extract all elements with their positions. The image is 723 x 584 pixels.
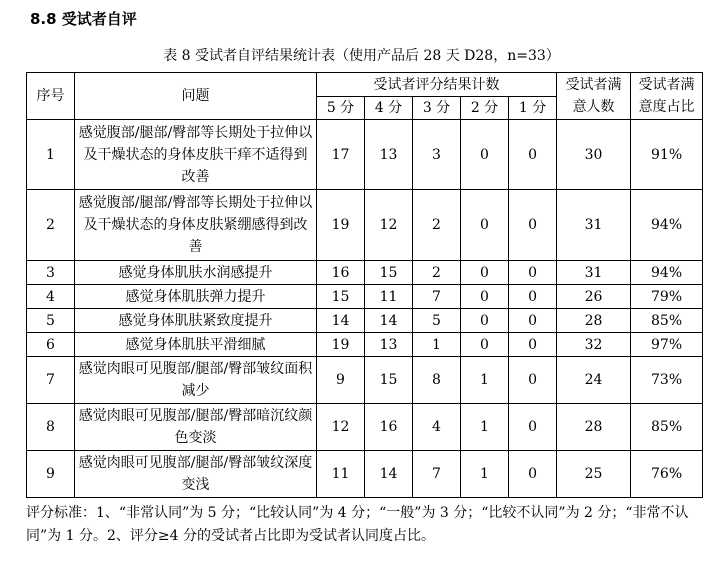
- table-row: [27, 404, 703, 451]
- header-satisfied-count: 受试者满意人数: [557, 73, 631, 120]
- count-2: 1: [461, 404, 509, 451]
- count-1: 0: [509, 190, 557, 261]
- row-question: 感觉身体肌肤水润感提升: [75, 261, 317, 285]
- row-index: 1: [27, 120, 75, 190]
- results-table: [26, 72, 703, 498]
- count-1: 0: [509, 261, 557, 285]
- count-3: 8: [413, 357, 461, 404]
- count-5: 12: [317, 404, 365, 451]
- count-1: 0: [509, 404, 557, 451]
- count-1: 0: [509, 357, 557, 404]
- satisfied-ratio: 85%: [631, 404, 703, 451]
- count-4: 15: [365, 357, 413, 404]
- satisfied-ratio: 94%: [631, 261, 703, 285]
- count-5: 9: [317, 357, 365, 404]
- row-index: 4: [27, 285, 75, 309]
- count-2: 0: [461, 190, 509, 261]
- satisfied-count: 28: [557, 404, 631, 451]
- count-2: 0: [461, 333, 509, 357]
- count-4: 14: [365, 309, 413, 333]
- satisfied-ratio: 73%: [631, 357, 703, 404]
- table-row: [27, 261, 703, 285]
- satisfied-ratio: 79%: [631, 285, 703, 309]
- table-caption: 表 8 受试者自评结果统计表（使用产品后 28 天 D28，n=33）: [163, 48, 560, 64]
- count-3: 1: [413, 333, 461, 357]
- count-1: 0: [509, 309, 557, 333]
- count-5: 17: [317, 120, 365, 190]
- table-row: [27, 357, 703, 404]
- table-row: [27, 285, 703, 309]
- header-score-4: 4 分: [365, 97, 413, 120]
- count-1: 0: [509, 333, 557, 357]
- satisfied-count: 26: [557, 285, 631, 309]
- satisfied-count: 25: [557, 451, 631, 498]
- row-question: 感觉身体肌肤平滑细腻: [75, 333, 317, 357]
- count-4: 14: [365, 451, 413, 498]
- count-4: 13: [365, 333, 413, 357]
- row-question: 感觉身体肌肤弹力提升: [75, 285, 317, 309]
- count-3: 2: [413, 190, 461, 261]
- header-score-group: 受试者评分结果计数: [317, 73, 557, 97]
- header-score-5: 5 分: [317, 97, 365, 120]
- row-index: 5: [27, 309, 75, 333]
- count-3: 7: [413, 285, 461, 309]
- count-3: 7: [413, 451, 461, 498]
- table-row: [27, 190, 703, 261]
- header-index: 序号: [27, 73, 75, 120]
- table-row: [27, 120, 703, 190]
- count-5: 11: [317, 451, 365, 498]
- count-2: 0: [461, 285, 509, 309]
- count-5: 15: [317, 285, 365, 309]
- row-question: 感觉肉眼可见腹部/腿部/臀部皱纹面积减少: [75, 357, 317, 404]
- count-3: 3: [413, 120, 461, 190]
- count-2: 1: [461, 357, 509, 404]
- table-row: [27, 451, 703, 498]
- header-question: 问题: [75, 73, 317, 120]
- row-index: 9: [27, 451, 75, 498]
- satisfied-count: 31: [557, 261, 631, 285]
- table-row: [27, 309, 703, 333]
- count-5: 19: [317, 190, 365, 261]
- count-4: 12: [365, 190, 413, 261]
- header-score-2: 2 分: [461, 97, 509, 120]
- count-3: 2: [413, 261, 461, 285]
- header-score-3: 3 分: [413, 97, 461, 120]
- satisfied-ratio: 91%: [631, 120, 703, 190]
- count-1: 0: [509, 285, 557, 309]
- count-4: 13: [365, 120, 413, 190]
- satisfied-count: 31: [557, 190, 631, 261]
- count-1: 0: [509, 451, 557, 498]
- satisfied-ratio: 85%: [631, 309, 703, 333]
- row-question: 感觉腹部/腿部/臀部等长期处于拉伸以及干燥状态的身体皮肤紧绷感得到改善: [75, 190, 317, 261]
- row-index: 8: [27, 404, 75, 451]
- row-index: 3: [27, 261, 75, 285]
- count-5: 14: [317, 309, 365, 333]
- row-question: 感觉腹部/腿部/臀部等长期处于拉伸以及干燥状态的身体皮肤干痒不适得到改善: [75, 120, 317, 190]
- count-4: 15: [365, 261, 413, 285]
- count-4: 11: [365, 285, 413, 309]
- count-5: 19: [317, 333, 365, 357]
- count-1: 0: [509, 120, 557, 190]
- count-3: 5: [413, 309, 461, 333]
- satisfied-count: 32: [557, 333, 631, 357]
- row-index: 6: [27, 333, 75, 357]
- count-4: 16: [365, 404, 413, 451]
- row-question: 感觉肉眼可见腹部/腿部/臀部皱纹深度变浅: [75, 451, 317, 498]
- count-2: 0: [461, 261, 509, 285]
- row-index: 2: [27, 190, 75, 261]
- count-3: 4: [413, 404, 461, 451]
- table-row: [27, 333, 703, 357]
- satisfied-count: 30: [557, 120, 631, 190]
- count-5: 16: [317, 261, 365, 285]
- satisfied-ratio: 76%: [631, 451, 703, 498]
- row-index: 7: [27, 357, 75, 404]
- header-satisfied-ratio: 受试者满意度占比: [631, 73, 703, 120]
- satisfied-count: 24: [557, 357, 631, 404]
- section-title: 8.8 受试者自评: [30, 10, 137, 28]
- count-2: 1: [461, 451, 509, 498]
- row-question: 感觉身体肌肤紧致度提升: [75, 309, 317, 333]
- header-score-1: 1 分: [509, 97, 557, 120]
- count-2: 0: [461, 120, 509, 190]
- scoring-note: 评分标准：1、“非常认同”为 5 分；“比较认同”为 4 分；“一般”为 3 分；“比较不认同”为 2 分；“非常不认同”为 1 分。2、评分≥4 分的受试者占比即为受试者认同度占比。: [26, 505, 689, 544]
- satisfied-count: 28: [557, 309, 631, 333]
- satisfied-ratio: 94%: [631, 190, 703, 261]
- row-question: 感觉肉眼可见腹部/腿部/臀部暗沉纹颜色变淡: [75, 404, 317, 451]
- count-2: 0: [461, 309, 509, 333]
- satisfied-ratio: 97%: [631, 333, 703, 357]
